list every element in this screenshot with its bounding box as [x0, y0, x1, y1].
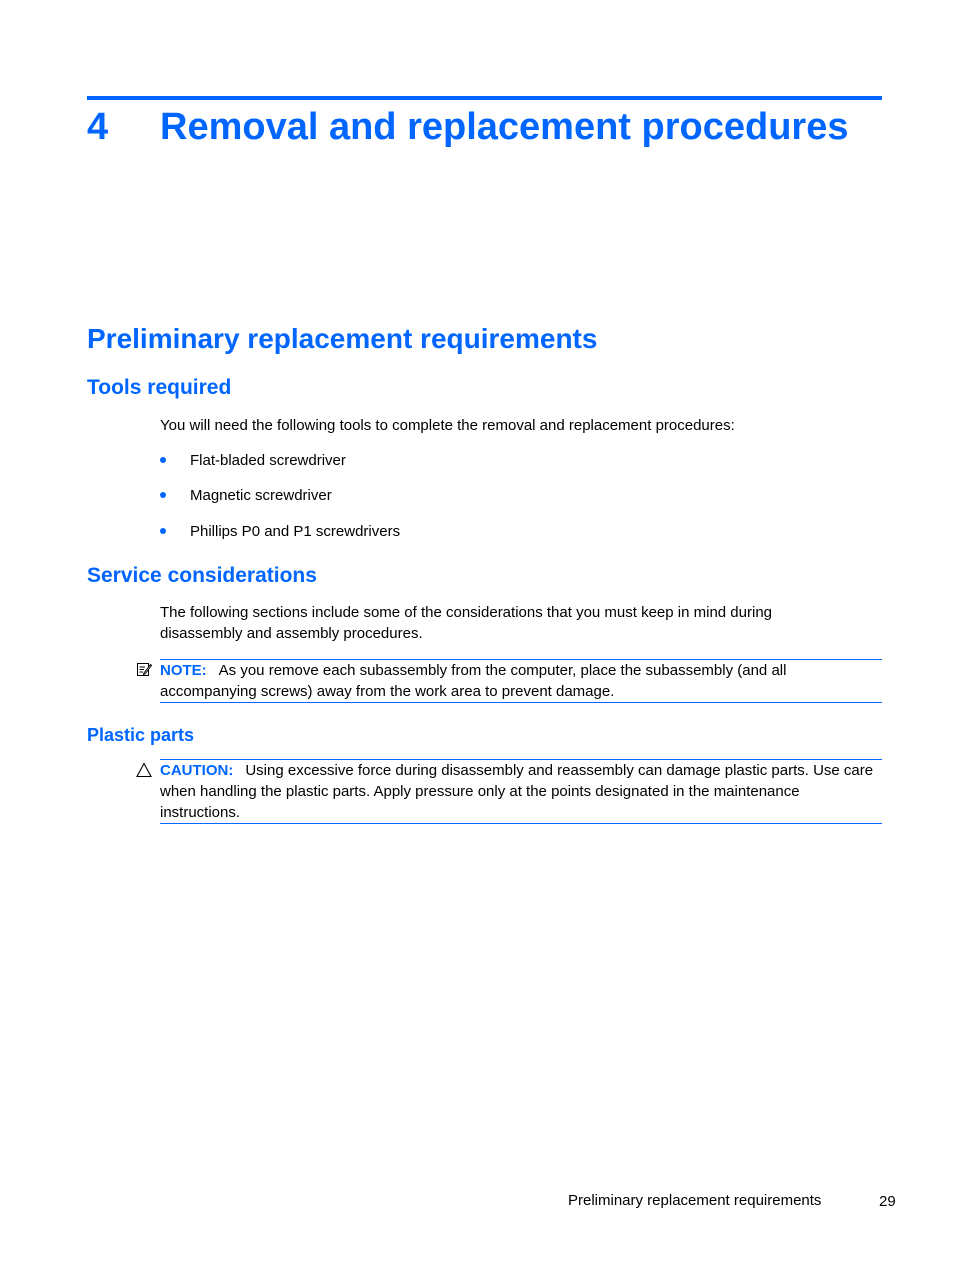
- note-icon: [136, 661, 152, 677]
- caution-box: [160, 759, 882, 824]
- caution-icon: [136, 762, 152, 778]
- bullet-icon: [160, 457, 166, 463]
- bullet-icon: [160, 528, 166, 534]
- plastic-heading: Plastic parts: [87, 725, 195, 745]
- tools-heading: Tools required: [87, 376, 232, 399]
- list-item: [160, 485, 332, 506]
- section-title: Preliminary replacement requirements: [87, 323, 598, 354]
- tools-intro: You will need the following tools to complete the removal and replacement procedures:: [160, 417, 735, 434]
- service-intro: The following sections include some of the considerations that you must keep in mind during disassembly and assembly procedures.: [160, 604, 773, 642]
- list-item: [160, 450, 346, 471]
- caution-text: Using excessive force during disassembly and reassembly can damage plastic parts. Use care when handling the plastic parts. Apply pressure only at the points designated in the maintenance instructions.: [160, 762, 874, 821]
- caution-label: CAUTION:: [160, 762, 234, 779]
- page-number: 29: [879, 1193, 896, 1210]
- service-heading: Service considerations: [87, 564, 317, 587]
- note-box: [160, 659, 882, 703]
- note-label: NOTE:: [160, 662, 207, 679]
- list-item-text: Flat-bladed screwdriver: [190, 452, 346, 469]
- chapter-title: Removal and replacement procedures: [160, 106, 849, 148]
- bullet-icon: [160, 492, 166, 498]
- note-text: As you remove each subassembly from the computer, place the subassembly (and all accompanying screws) away from the work area to prevent damage.: [160, 662, 787, 700]
- list-item: [160, 521, 400, 542]
- list-item-text: Phillips P0 and P1 screwdrivers: [190, 523, 401, 540]
- list-item-text: Magnetic screwdriver: [190, 487, 332, 504]
- chapter-rule: [87, 96, 882, 100]
- chapter-number: 4: [87, 106, 109, 148]
- footer-section-title: Preliminary replacement requirements: [568, 1192, 822, 1209]
